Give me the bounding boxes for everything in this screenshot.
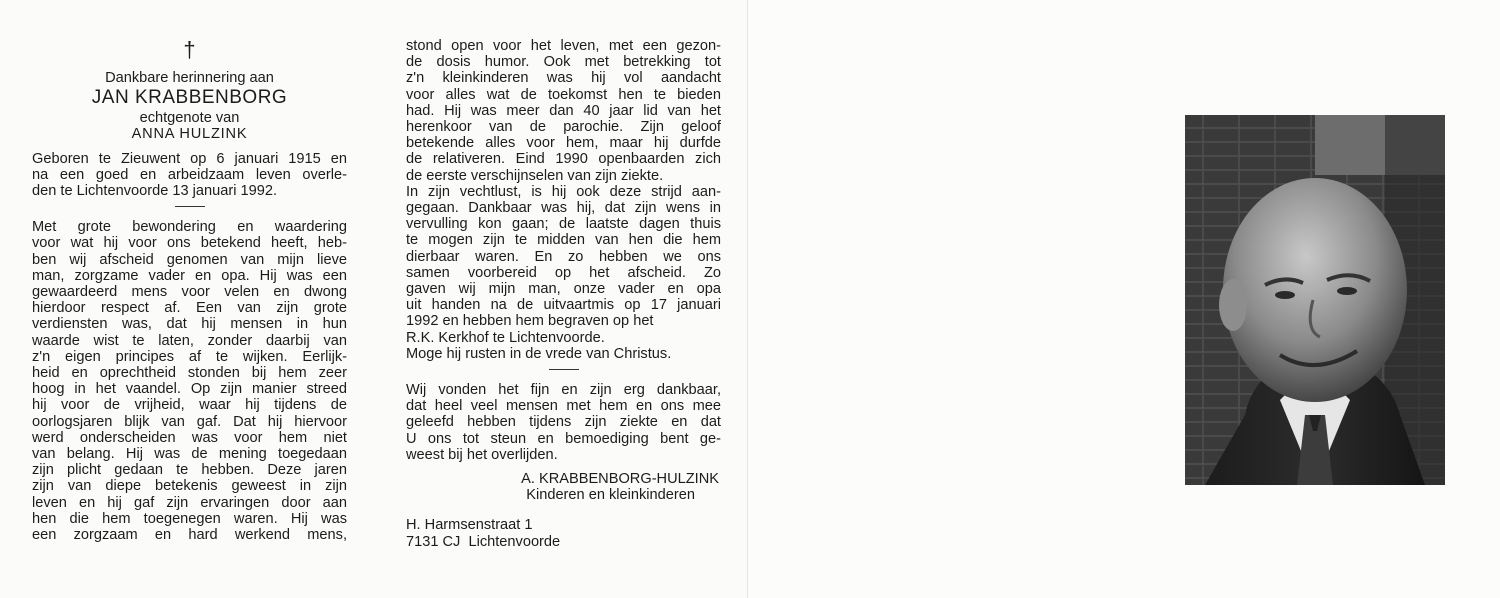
text-line: zijn plicht gedaan te hebben. Deze jaren (32, 462, 347, 479)
text-line: Moge hij rusten in de vrede van Christus. (406, 345, 672, 362)
spouse-name: ANNA HULZINK (131, 126, 248, 143)
text-line: In zijn vechtlust, is hij ook deze strijd aan- (406, 183, 721, 200)
spouse-intro: echtgenote van (139, 110, 240, 127)
text-line: z'n kleinkinderen was hij vol aandacht (406, 70, 721, 87)
text-line: samen voorbereid op het afscheid. Zo (406, 264, 721, 281)
text-line: ben wij afscheid genomen van mijn lieve (32, 251, 347, 268)
text-line: gaven wij mijn man, onze vader en opa (406, 281, 721, 298)
text-line: geleefd hebben tijdens zijn ziekte en dat (406, 414, 721, 431)
text-line: werd onderscheiden was voor hem niet (32, 429, 347, 446)
text-line: de relativeren. Eind 1990 openbaarden zich (406, 151, 721, 168)
text-line: Wij vonden het fijn en zijn erg dankbaar, (406, 382, 721, 399)
text-line: dat heel veel mensen met hem en ons mee (406, 398, 721, 415)
text-line: uit handen na de uitvaartmis op 17 januari (406, 297, 721, 314)
address-street: H. Harmsenstraat 1 (406, 517, 533, 534)
text-line: gegaan. Dankbaar was hij, dat zijn wens in (406, 200, 721, 217)
text-line: oorlogsjaren blijk van gaf. Dat hij hiervoor (32, 413, 347, 430)
birth-death-paragraph (32, 151, 347, 200)
text-line: een zorgzaam en hard werkend mens, (32, 527, 347, 544)
text-line: na een goed en arbeidzaam leven overle- (32, 166, 347, 183)
text-line: 1992 en hebben hem begraven op het (406, 313, 654, 330)
tribute-paragraph-right (406, 38, 721, 362)
column-middle (406, 38, 721, 550)
text-line: Geboren te Zieuwent op 6 januari 1915 en (32, 150, 347, 167)
text-line: zijn van diepe betekenis geweest in zijn (32, 478, 347, 495)
text-line: leven en hij gaf zijn ervaringen door aan (32, 494, 347, 511)
text-line: te mogen zijn te midden van hen die hem (406, 232, 721, 249)
text-line: de dosis humor. Ook met betrekking tot (406, 54, 721, 71)
text-line: gewaardeerd mens voor velen en dwong (32, 284, 347, 301)
text-line: z'n eigen principes af te wijken. Eerlijk- (32, 348, 347, 365)
address-city: 7131 CJ Lichtenvoorde (406, 533, 561, 550)
text-line: vervulling kon gaan; de laatste dagen thuis (406, 216, 721, 233)
text-line: verdiensten was, dat hij mensen in hun (32, 316, 347, 333)
text-line: herenkoor van de parochie. Zijn geloof (406, 119, 721, 136)
signature-family: Kinderen en kleinkinderen (526, 487, 695, 504)
text-line: den te Lichtenvoorde 13 januari 1992. (32, 183, 278, 200)
text-line: van belang. Hij was de mening toegedaan (32, 446, 347, 463)
text-line: weest bij het overlijden. (406, 446, 558, 463)
text-line: hij voor de vrijheid, waar hij tijdens de (32, 397, 347, 414)
text-line: R.K. Kerkhof te Lichtenvoorde. (406, 329, 605, 346)
text-line: voor alles wat de toekomst hen te bieden (406, 86, 721, 103)
divider (175, 206, 205, 207)
portrait-image (1185, 115, 1445, 485)
thanks-paragraph (406, 382, 721, 463)
text-line: hoog in het vaandel. Op zijn manier streed (32, 381, 347, 398)
portrait-photo (1185, 115, 1445, 485)
text-line: dierbaar waren. En zo hebben we ons (406, 248, 721, 265)
text-line: hen die hem toegenegen waren. Hij was (32, 510, 347, 527)
text-line: betekende alles voor hem, maar hij durfde (406, 135, 721, 152)
text-line: heid en oprechtheid stonden bij hem zeer (32, 365, 347, 382)
divider (549, 369, 579, 370)
intro-line: Dankbare herinnering aan (105, 70, 274, 86)
signature-name: A. KRABBENBORG-HULZINK (521, 471, 719, 488)
tribute-paragraph-left (32, 219, 347, 543)
text-line: man, zorgzame vader en opa. Hij was een (32, 267, 347, 284)
cross-icon: † (183, 37, 196, 62)
text-line: hierdoor respect af. Een van zijn grote (32, 300, 347, 317)
text-line: stond open voor het leven, met een gezon- (406, 38, 721, 54)
text-line: Met grote bewondering en waardering (32, 219, 347, 236)
text-line: voor wat hij voor ons betekend heeft, heb- (32, 235, 347, 252)
text-line: had. Hij was meer dan 40 jaar lid van het (406, 102, 721, 119)
text-line: de eerste verschijnselen van zijn ziekte. (406, 167, 664, 184)
text-line: U ons tot steun en bemoediging bent ge- (406, 430, 721, 447)
card-fold (747, 0, 748, 598)
text-line: waarde wist te laten, zonder daarbij van (32, 332, 347, 349)
deceased-name: JAN KRABBENBORG (91, 87, 288, 109)
column-left (32, 38, 347, 543)
